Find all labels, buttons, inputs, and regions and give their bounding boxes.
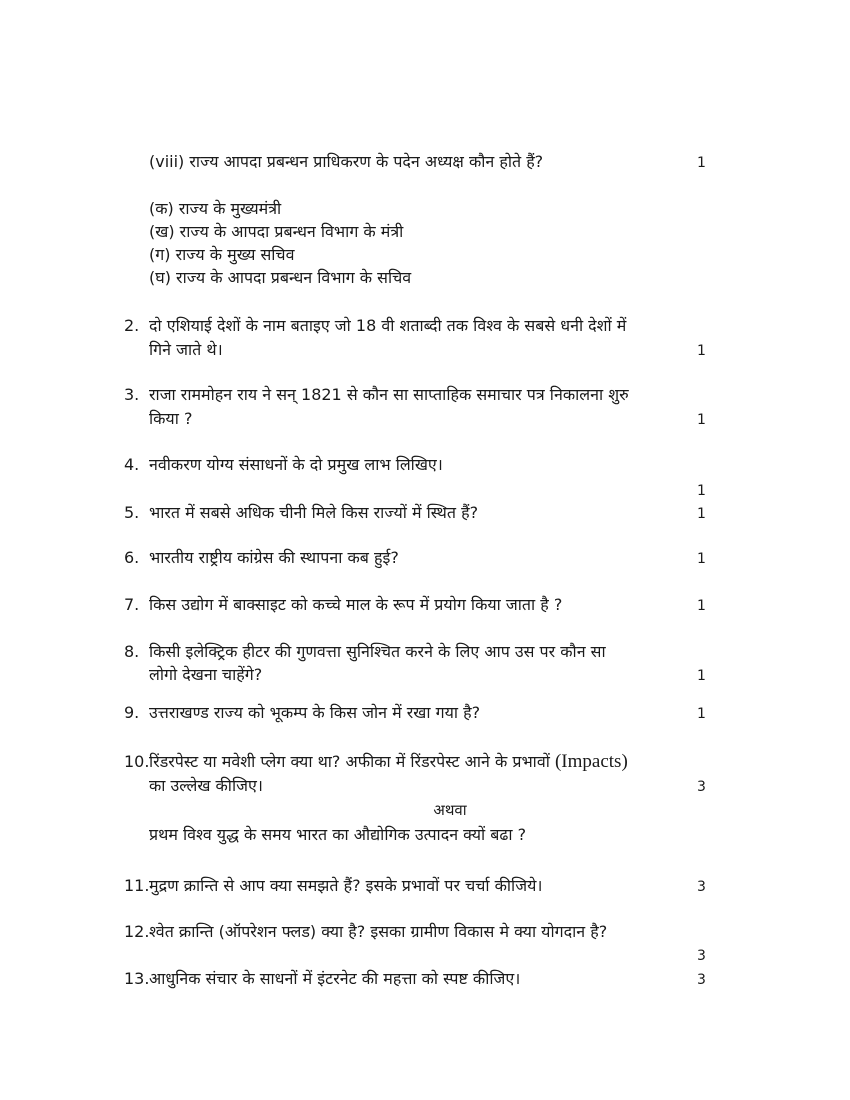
question-text: मुद्रण क्रान्ति से आप क्या समझते हैं? इसके प्रभावों पर चर्चा कीजिये।	[149, 876, 543, 895]
question-number: 2.	[124, 316, 140, 335]
question-text: भारत में सबसे अधिक चीनी मिले किस राज्यों में स्थित हैं?	[149, 503, 479, 522]
question-13	[124, 969, 520, 989]
question-text: आधुनिक संचार के साधनों में इंटरनेट की महत्ता को स्पष्ट कीजिए।	[149, 969, 521, 988]
or-label: अथवा	[433, 801, 467, 819]
question-text: रिंडरपेस्ट या मवेशी प्लेग क्या था? अफीका में रिंडरपेस्ट आने के प्रभावों	[149, 752, 550, 771]
question-number: 12.	[124, 922, 150, 941]
question-8	[124, 642, 606, 662]
impacts-term: (Impacts)	[554, 751, 628, 772]
question-2-line2: गिने जाते थे।	[149, 340, 223, 359]
question-number: 9.	[124, 703, 140, 722]
question-text: राजा राममोहन राय ने सन् 1821 से कौन सा साप्ताहिक समाचार पत्र निकालना शुरु	[149, 385, 629, 404]
marks-13: 3	[697, 972, 706, 988]
marks-11: 3	[697, 879, 706, 895]
marks-8: 1	[697, 668, 706, 684]
question-11	[124, 876, 542, 896]
question-text: नवीकरण योग्य संसाधनों के दो प्रमुख लाभ लिखिए।	[149, 455, 443, 474]
question-number: 7.	[124, 595, 140, 614]
question-number: 6.	[124, 548, 140, 567]
question-number: 11.	[124, 876, 150, 895]
question-9	[124, 703, 480, 723]
marks-6: 1	[697, 551, 706, 567]
question-4	[124, 455, 443, 475]
question-number: 10.	[124, 752, 150, 771]
marks-4: 1	[697, 483, 706, 499]
question-number: 4.	[124, 455, 140, 474]
question-7	[124, 595, 562, 615]
marks-5: 1	[697, 506, 706, 522]
question-2	[124, 316, 626, 336]
question-number: 5.	[124, 503, 140, 522]
question-6	[124, 548, 399, 568]
question-number: 8.	[124, 642, 140, 661]
question-text: किस उद्योग में बाक्साइट को कच्चे माल के रूप में प्रयोग किया जाता है ?	[149, 595, 563, 614]
question-10-alternative: प्रथम विश्व युद्ध के समय भारत का औद्योगिक उत्पादन क्यों बढा ?	[149, 825, 527, 844]
question-text: उत्तराखण्ड राज्य को भूकम्प के किस जोन में रखा गया है?	[149, 703, 481, 722]
marks-9: 1	[697, 706, 706, 722]
question-text: श्वेत क्रान्ति (ऑपरेशन फ्लड) क्या है? इसका ग्रामीण विकास मे क्या योगदान है?	[149, 922, 608, 941]
question-10-line2: का उल्लेख कीजिए।	[149, 776, 263, 795]
question-12	[124, 922, 607, 942]
question-5	[124, 503, 478, 523]
question-8-line2: लोगो देखना चाहेंगे?	[149, 665, 263, 684]
question-viii: (viii) राज्य आपदा प्रबन्धन प्राधिकरण के पदेन अध्यक्ष कौन होते हैं?	[149, 152, 544, 171]
option-gha: (घ) राज्य के आपदा प्रबन्धन विभाग के सचिव	[149, 268, 412, 287]
question-3	[124, 385, 629, 405]
marks-viii: 1	[697, 155, 706, 171]
marks-10: 3	[697, 779, 706, 795]
question-text: दो एशियाई देशों के नाम बताइए जो 18 वी शताब्दी तक विश्व के सबसे धनी देशों में	[149, 316, 627, 335]
question-text: किसी इलेक्ट्रिक हीटर की गुणवत्ता सुनिश्चित करने के लिए आप उस पर कौन सा	[149, 642, 606, 661]
question-10	[124, 752, 628, 772]
marks-7: 1	[697, 598, 706, 614]
option-kha: (ख) राज्य के आपदा प्रबन्धन विभाग के मंत्री	[149, 222, 404, 241]
question-number: 3.	[124, 385, 140, 404]
question-3-line2: किया ?	[149, 409, 193, 428]
option-ka: (क) राज्य के मुख्यमंत्री	[149, 199, 282, 218]
marks-12: 3	[697, 948, 706, 964]
marks-2: 1	[697, 343, 706, 359]
question-text: भारतीय राष्ट्रीय कांग्रेस की स्थापना कब हुई?	[149, 548, 399, 567]
marks-3: 1	[697, 412, 706, 428]
question-number: 13.	[124, 969, 150, 988]
option-ga: (ग) राज्य के मुख्य सचिव	[149, 245, 295, 264]
